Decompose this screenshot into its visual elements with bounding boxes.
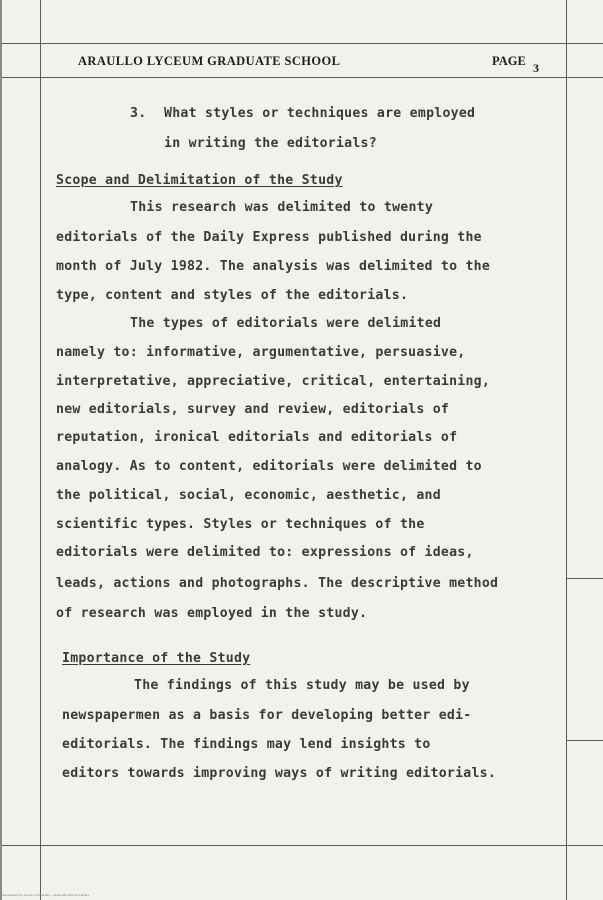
importance-line: The findings of this study may be used by [134,678,470,693]
right-margin-rule [566,0,567,900]
left-margin-rule [40,0,41,900]
scope-line: scientific types. Styles or techniques of the [56,517,425,532]
page-number: 3 [533,61,539,75]
school-name: ARAULLO LYCEUM GRADUATE SCHOOL [78,54,341,68]
scope-line: new editorials, survey and review, editorials of [56,402,450,417]
scope-line: The types of editorials were delimited [130,316,442,331]
scope-line: editorials of the Daily Express published during the [56,230,482,245]
footer-rule [0,845,603,846]
right-tick-bottom [566,740,603,741]
question-line: What styles or techniques are employed [164,106,476,121]
importance-heading: Importance of the Study [62,651,251,666]
scope-line: type, content and styles of the editorials. [56,288,409,303]
importance-line: editorials. The findings may lend insights to [62,737,431,752]
scope-line: analogy. As to content, editorials were delimited to [56,459,482,474]
scan-footer-note: Generated by Araullo University - Graduate School Library [2,893,90,897]
scope-line: editorials were delimited to: expressions of ideas, [56,545,474,560]
scope-line: namely to: informative, argumentative, persuasive, [56,345,466,360]
scope-line: month of July 1982. The analysis was delimited to the [56,259,491,274]
scope-line: leads, actions and photographs. The descriptive method [56,576,499,591]
header-top-rule [0,43,603,44]
question-line: in writing the editorials? [164,136,377,151]
header-bottom-rule [0,77,603,78]
page-label: PAGE [492,54,526,68]
importance-line: editors towards improving ways of writing editorials. [62,766,497,781]
page-edge-line [0,0,2,900]
right-tick-top [566,578,603,579]
scope-heading: Scope and Delimitation of the Study [56,173,343,188]
importance-line: newspapermen as a basis for developing better edi- [62,708,472,723]
scope-line: the political, social, economic, aesthetic, and [56,488,441,503]
question-number: 3. [130,106,147,121]
scope-line: interpretative, appreciative, critical, entertaining, [56,374,491,389]
scope-line: reputation, ironical editorials and editorials of [56,430,458,445]
scope-line: This research was delimited to twenty [130,200,434,215]
scope-line: of research was employed in the study. [56,606,368,621]
